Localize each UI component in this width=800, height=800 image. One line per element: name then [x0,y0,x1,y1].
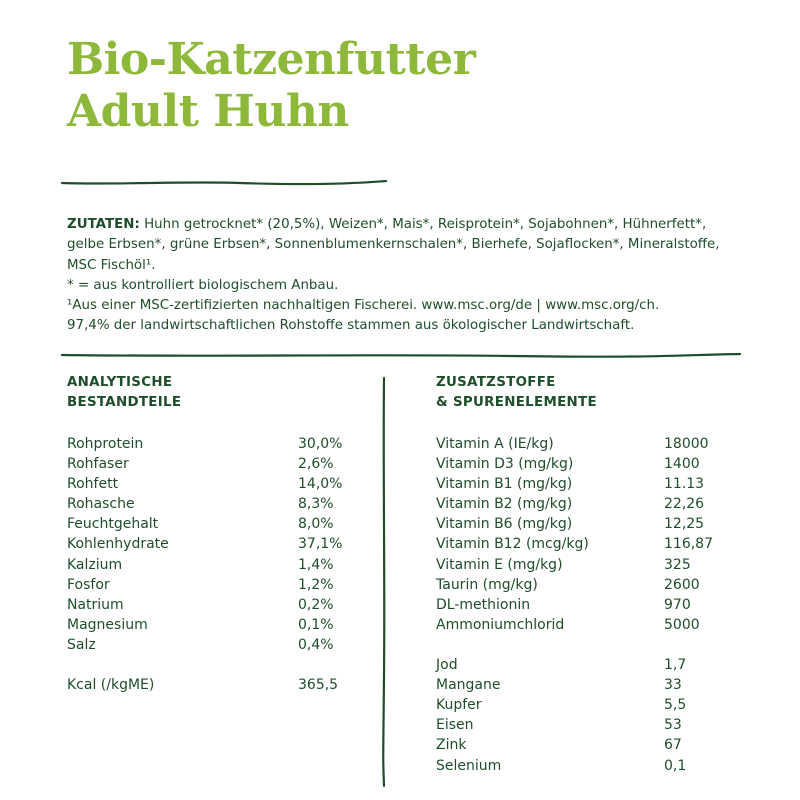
row-value: 325 [664,556,691,573]
title-line-1: Bio-Katzenfutter [67,34,476,85]
row-value: 37,1% [298,536,343,553]
row-value: 11.13 [664,476,705,493]
trace-element-row [436,655,736,675]
ingredients-text [67,215,737,276]
analytics-row [67,534,367,554]
column-divider [378,376,390,790]
kcal-row [67,675,367,695]
title-divider [60,176,390,190]
product-title [67,34,475,138]
row-value: 8,3% [298,496,334,513]
row-label: Feuchtgehalt [67,516,159,533]
row-value: 116,87 [664,536,713,553]
ingredients-list: Huhn getrocknet* (20,5%), Weizen*, Mais*, Reisprotein*, Sojabohnen*, Hühnerfett*, gelbe Erbsen*, grüne Erbsen*, Sonnenblumenkernschalen*, Bierhefe, Sojaflocken*, Mineralstoffe, MSC Fischöl¹. [67,217,720,273]
row-value: 30,0% [298,436,343,452]
trace-element-row [436,675,736,695]
row-value: 0,1 [664,757,687,774]
row-label: Salz [67,636,96,653]
analytics-heading: ANALYTISCHE BESTANDTEILE [67,375,182,410]
row-label: Ammoniumchlorid [436,616,565,633]
row-value: 18000 [664,436,709,452]
vitamin-row [436,555,736,575]
row-value: 1,7 [664,657,687,674]
analytics-row [67,635,367,655]
row-label: Natrium [67,596,124,613]
kcal-value: 365,5 [298,677,339,694]
analytics-row [67,454,367,474]
row-label: Kalzium [67,556,123,573]
analytics-row [67,575,367,595]
analytics-row [67,514,367,534]
row-value: 1,2% [298,576,334,593]
trace-element-row [436,735,736,755]
row-label: DL-methionin [436,596,531,613]
kcal-label: Kcal (/kgME) [67,677,155,694]
row-value: 0,1% [298,616,334,633]
row-value: 33 [664,677,682,694]
row-label: Taurin (mg/kg) [436,576,538,593]
row-label: Fosfor [67,576,110,593]
analytics-row [67,595,367,615]
vitamin-row [436,595,736,615]
ingredients-label: ZUTATEN: [67,217,140,232]
row-label: Rohasche [67,496,135,513]
row-value: 0,2% [298,596,334,613]
vitamin-row [436,534,736,554]
vitamin-row [436,474,736,494]
row-label: Vitamin B6 (mg/kg) [436,516,573,533]
row-value: 1400 [664,456,700,473]
row-label: Eisen [436,717,474,734]
row-label: Vitamin B1 (mg/kg) [436,476,573,493]
row-value: 1,4% [298,556,334,573]
organic-footnote: * = aus kontrolliert biologischem Anbau. [67,277,339,293]
row-label: Magnesium [67,616,148,633]
row-value: 12,25 [664,516,705,533]
row-label: Jod [436,657,458,674]
ingredients-block [67,215,737,337]
row-label: Kupfer [436,697,482,714]
analytical-constituents [67,373,367,695]
vitamin-row [436,434,736,454]
row-label: Vitamin B2 (mg/kg) [436,496,573,513]
row-label: Vitamin A (IE/kg) [436,436,554,452]
additives-and-trace-elements [436,373,736,776]
row-label: Mangane [436,677,501,694]
row-value: 14,0% [298,476,343,493]
row-value: 8,0% [298,516,334,533]
row-value: 2600 [664,576,700,593]
title-line-2: Adult Huhn [67,86,349,137]
row-label: Rohfett [67,476,119,493]
row-value: 0,4% [298,636,334,653]
row-label: Rohprotein [67,436,144,452]
row-label: Kohlenhydrate [67,536,169,553]
vitamin-row [436,514,736,534]
row-label: Vitamin E (mg/kg) [436,556,563,573]
row-value: 5,5 [664,697,687,714]
vitamin-row [436,454,736,474]
row-value: 5000 [664,616,700,633]
analytics-row [67,494,367,514]
row-value: 2,6% [298,456,334,473]
trace-element-row [436,756,736,776]
row-value: 970 [664,596,691,613]
analytics-row [67,434,367,454]
row-label: Rohfaser [67,456,129,473]
analytics-row [67,474,367,494]
organic-share-note: 97,4% der landwirtschaftlichen Rohstoffe stammen aus ökologischer Landwirtschaft. [67,318,635,334]
vitamin-row [436,615,736,635]
vitamin-row [436,494,736,514]
vitamin-row [436,575,736,595]
msc-footnote: ¹Aus einer MSC-zertifizierten nachhaltigen Fischerei. www.msc.org/de | www.msc.org/ch. [67,298,660,314]
row-value: 67 [664,737,682,754]
row-label: Vitamin D3 (mg/kg) [436,456,574,473]
analytics-row [67,615,367,635]
analytics-row [67,555,367,575]
row-label: Vitamin B12 (mcg/kg) [436,536,589,553]
row-label: Selenium [436,757,502,774]
trace-element-row [436,695,736,715]
additives-heading: ZUSATZSTOFFE & SPURENELEMENTE [436,375,597,410]
row-value: 53 [664,717,682,734]
row-label: Zink [436,737,467,754]
trace-element-row [436,715,736,735]
row-value: 22,26 [664,496,705,513]
section-divider [60,349,744,363]
